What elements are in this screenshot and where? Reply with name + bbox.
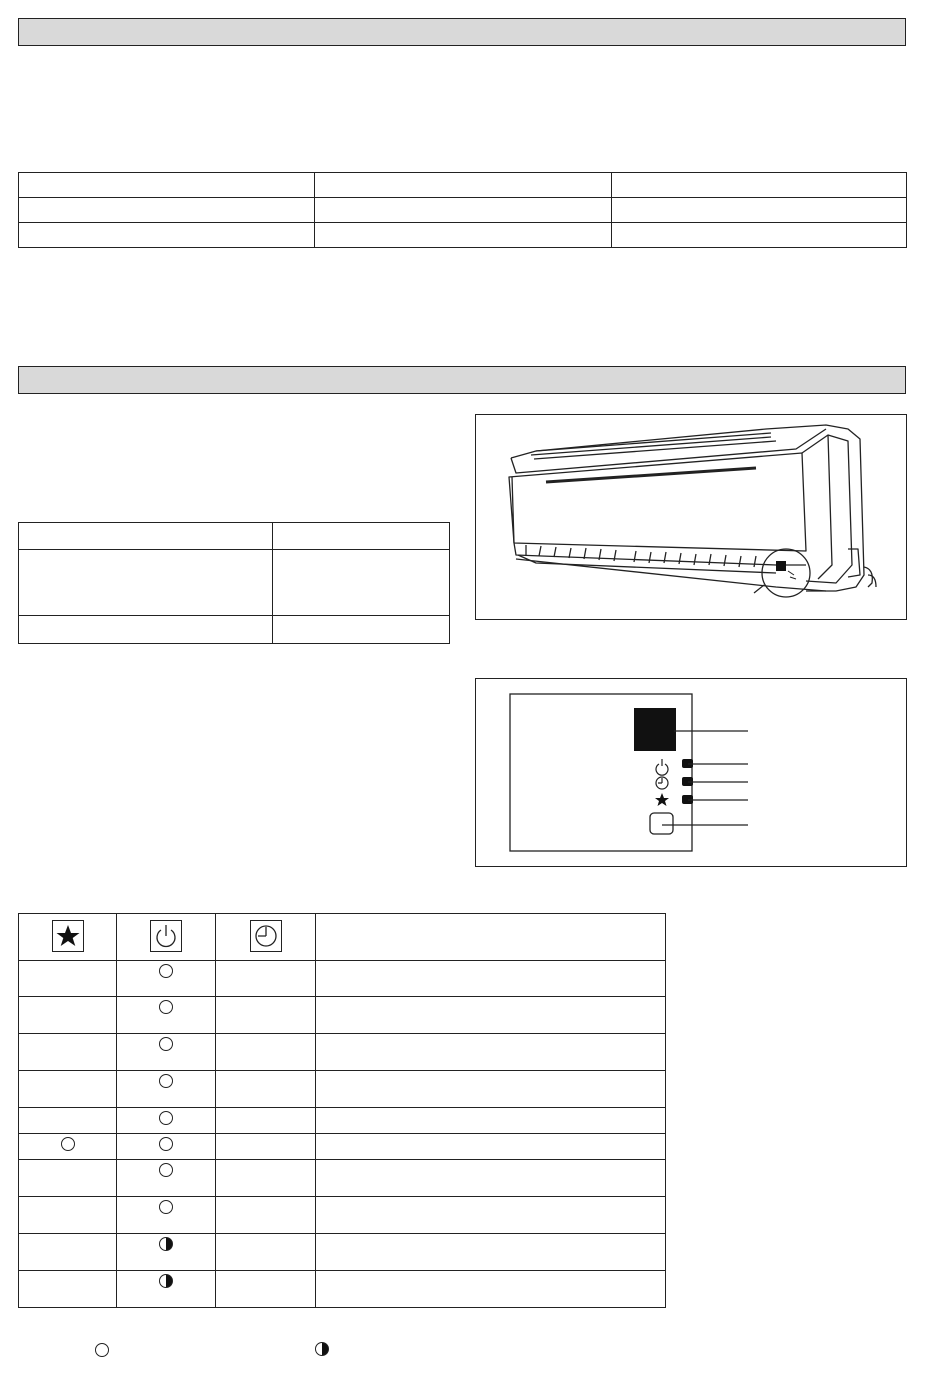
table-cell-power (117, 1108, 216, 1134)
table-cell-timer (216, 1160, 316, 1197)
table-cell (273, 550, 450, 616)
table-cell (19, 198, 315, 223)
table-cell-description (316, 997, 666, 1034)
header-description (316, 914, 666, 961)
header-star (19, 914, 117, 961)
lamp-blink-symbol (159, 1274, 173, 1288)
table-cell (315, 198, 612, 223)
indoor-unit-illustration (476, 415, 906, 619)
clock-icon (250, 920, 282, 952)
table-cell (19, 550, 273, 616)
table-cell-description (316, 1160, 666, 1197)
table-cell-power (117, 1134, 216, 1160)
lamp-on-symbol (159, 1200, 173, 1214)
table-cell-description (316, 1071, 666, 1108)
table-cell-description (316, 1271, 666, 1308)
table-row (19, 223, 907, 248)
table-cell-timer (216, 1234, 316, 1271)
header-timer (216, 914, 316, 961)
lamp-on-symbol (159, 1111, 173, 1125)
table-cell-power (117, 1071, 216, 1108)
emergency-button (650, 813, 673, 834)
lamp-on-symbol (159, 1074, 173, 1088)
table-cell (315, 223, 612, 248)
table-cell (19, 173, 315, 198)
table-cell-power (117, 961, 216, 997)
table-cell-power (117, 997, 216, 1034)
lamp-on-symbol (159, 1137, 173, 1151)
section-header-bar (18, 366, 906, 394)
lamp-on-symbol (159, 1000, 173, 1014)
power-icon (656, 759, 668, 775)
table-row (19, 173, 907, 198)
table-cell-power (117, 1160, 216, 1197)
table-cell-star (19, 1134, 117, 1160)
table-cell-star (19, 1160, 117, 1197)
table-cell-description (316, 1197, 666, 1234)
table-cell-description (316, 1234, 666, 1271)
table-cell-timer (216, 1071, 316, 1108)
table-cell-description (316, 1134, 666, 1160)
table-row (19, 1234, 666, 1271)
table-cell (612, 223, 907, 248)
table-cell-timer (216, 1134, 316, 1160)
table-row (19, 550, 450, 616)
top-table (18, 172, 907, 248)
table-row (19, 1034, 666, 1071)
table-cell-timer (216, 1034, 316, 1071)
table-cell-timer (216, 1197, 316, 1234)
table-cell-description (316, 1034, 666, 1071)
table-cell (612, 173, 907, 198)
table-header-row (19, 914, 666, 961)
table-row (19, 1197, 666, 1234)
table-row (19, 1271, 666, 1308)
indoor-unit-figure (475, 414, 907, 620)
table-cell (19, 223, 315, 248)
power-icon (150, 920, 182, 952)
lamp-on-symbol (159, 1037, 173, 1051)
table-row (19, 1108, 666, 1134)
table-cell (315, 173, 612, 198)
table-cell-power (117, 1197, 216, 1234)
table-cell (273, 616, 450, 644)
legend-on (95, 1343, 109, 1362)
table-cell-star (19, 1271, 117, 1308)
table-cell-star (19, 961, 117, 997)
table-row (19, 616, 450, 644)
lamp-blink-symbol (159, 1237, 173, 1251)
table-cell-star (19, 997, 117, 1034)
table-cell-timer (216, 1108, 316, 1134)
display-panel-diagram (476, 679, 906, 866)
table-row (19, 997, 666, 1034)
spec-table (18, 522, 450, 644)
signal-receiver-window (634, 708, 676, 751)
table-cell-star (19, 1034, 117, 1071)
table-row (19, 523, 450, 550)
table-cell (19, 616, 273, 644)
table-cell-star (19, 1071, 117, 1108)
table-cell-star (19, 1108, 117, 1134)
table-cell-description (316, 961, 666, 997)
star-icon (655, 793, 669, 806)
clock-icon (656, 777, 668, 789)
table-cell (273, 523, 450, 550)
lamp-blink-symbol (315, 1342, 329, 1356)
lamp-on-symbol (61, 1137, 75, 1151)
lamp-on-symbol (95, 1343, 109, 1357)
table-cell-timer (216, 1271, 316, 1308)
lamp-on-symbol (159, 1163, 173, 1177)
table-cell-timer (216, 961, 316, 997)
legend-blink (315, 1342, 329, 1361)
lamp-on-symbol (159, 964, 173, 978)
table-cell-timer (216, 997, 316, 1034)
table-cell-power (117, 1234, 216, 1271)
table-cell-description (316, 1108, 666, 1134)
table-cell (612, 198, 907, 223)
table-row (19, 198, 907, 223)
display-panel-figure (475, 678, 907, 867)
table-cell-star (19, 1197, 117, 1234)
table-row (19, 1160, 666, 1197)
table-cell-star (19, 1234, 117, 1271)
star-icon (52, 920, 84, 952)
table-row (19, 961, 666, 997)
table-row (19, 1134, 666, 1160)
table-row (19, 1071, 666, 1108)
section-header-bar (18, 18, 906, 46)
header-power (117, 914, 216, 961)
indicator-table (18, 913, 666, 1308)
table-cell (19, 523, 273, 550)
table-cell-power (117, 1271, 216, 1308)
table-cell-power (117, 1034, 216, 1071)
